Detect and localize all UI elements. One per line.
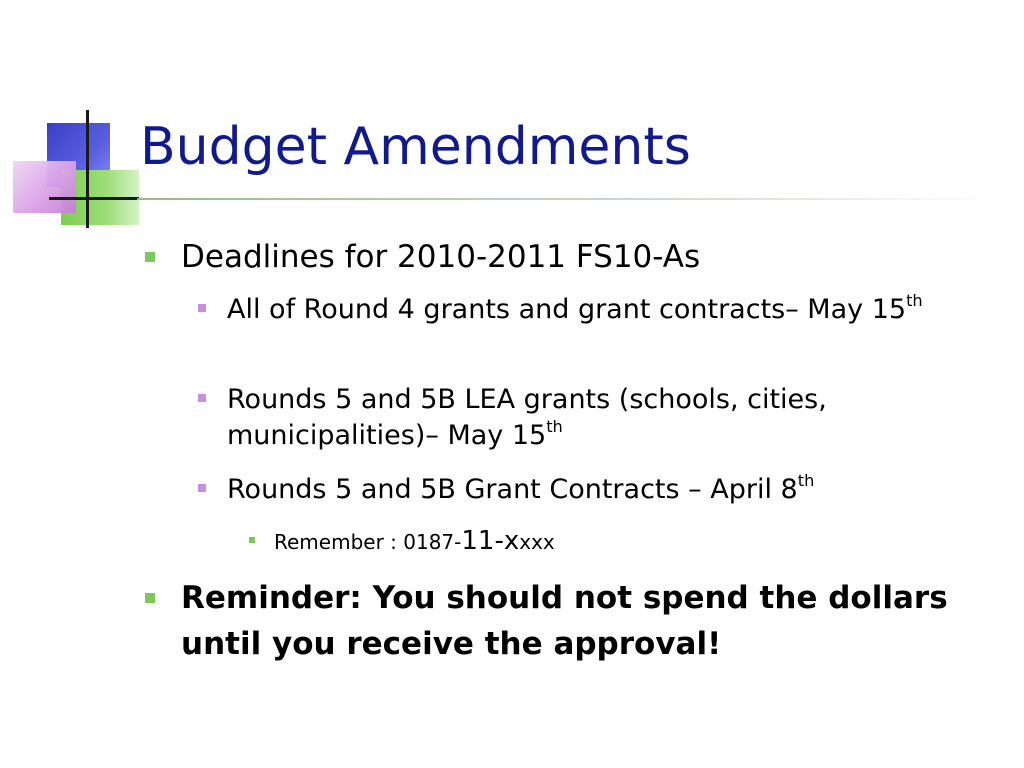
ordinal-suffix: th <box>906 290 923 310</box>
decorative-vertical-line <box>86 110 89 228</box>
sub-bullet-text: Rounds 5 and 5B Grant Contracts – April 8th <box>227 470 815 505</box>
sub-bullet-text: All of Round 4 grants and grant contracts– May 15th <box>227 290 923 325</box>
bullet-text: Deadlines for 2010-2011 FS10-As <box>181 239 701 275</box>
sub-bullet-rounds-5-contracts <box>198 472 998 508</box>
decorative-horizontal-line <box>49 197 139 200</box>
bullet-deadlines <box>145 238 995 276</box>
bullet-reminder <box>145 575 995 667</box>
square-bullet-icon <box>198 484 206 492</box>
square-bullet-icon <box>198 304 206 312</box>
ordinal-suffix: th <box>797 470 815 490</box>
square-bullet-icon <box>145 593 155 603</box>
square-bullet-icon <box>249 537 255 543</box>
decorative-pink-square <box>13 161 76 213</box>
ordinal-suffix: th <box>546 416 563 436</box>
sub-bullet-text: Rounds 5 and 5B LEA grants (schools, cities, municipalities)– May 15th <box>227 384 827 451</box>
square-bullet-icon <box>145 252 155 262</box>
sub-bullet-rounds-5-lea <box>198 382 998 454</box>
reminder-text: Reminder: You should not spend the dollars until you receive the approval! <box>181 580 948 662</box>
square-bullet-icon <box>198 394 206 402</box>
sub-bullet-round-4 <box>198 292 998 328</box>
title-underline <box>137 198 997 200</box>
sub-sub-bullet-remember <box>249 527 949 556</box>
remember-text: Remember : 0187-11-xxxx <box>274 526 555 556</box>
slide-title: Budget Amendments <box>140 117 691 177</box>
